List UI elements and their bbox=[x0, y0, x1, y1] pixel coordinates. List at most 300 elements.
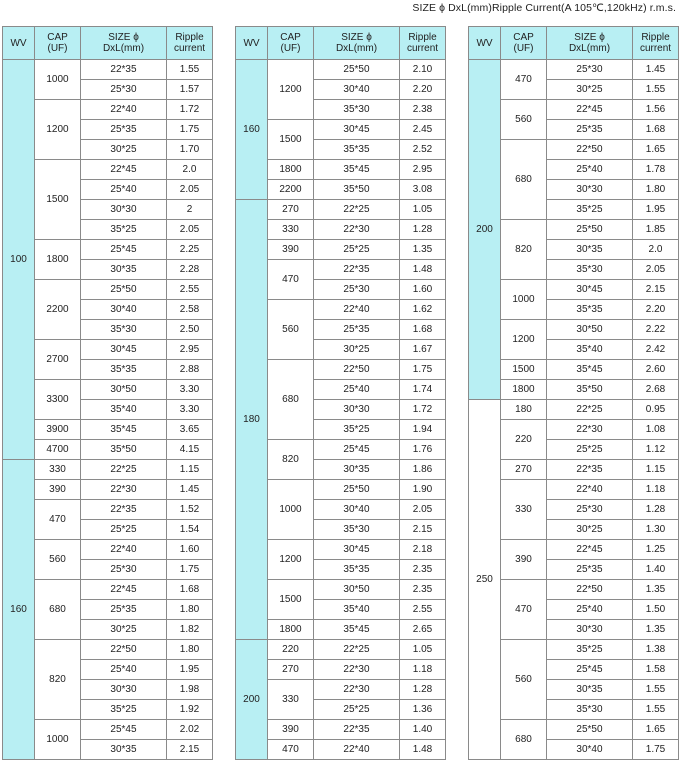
size-cell: 35*40 bbox=[547, 340, 633, 360]
size-cell: 35*30 bbox=[314, 520, 400, 540]
ripple-cell: 1.55 bbox=[633, 80, 679, 100]
size-cell: 22*30 bbox=[314, 220, 400, 240]
spec-table-1 bbox=[2, 26, 213, 760]
ripple-cell: 1.25 bbox=[633, 540, 679, 560]
size-cell: 25*25 bbox=[314, 240, 400, 260]
cap-cell: 1500 bbox=[35, 160, 81, 240]
cap-cell: 1000 bbox=[35, 60, 81, 100]
ripple-cell: 1.55 bbox=[633, 680, 679, 700]
size-cell: 25*45 bbox=[81, 240, 167, 260]
ripple-cell: 2.15 bbox=[633, 280, 679, 300]
size-cell: 25*25 bbox=[547, 440, 633, 460]
ripple-cell: 1.92 bbox=[167, 700, 213, 720]
ripple-cell: 1.05 bbox=[400, 640, 446, 660]
table-row bbox=[236, 660, 446, 680]
size-cell: 35*25 bbox=[547, 200, 633, 220]
size-cell: 35*50 bbox=[81, 440, 167, 460]
size-cell: 35*30 bbox=[81, 320, 167, 340]
table-row bbox=[236, 580, 446, 600]
cap-cell: 4700 bbox=[35, 440, 81, 460]
table-row bbox=[236, 180, 446, 200]
cap-cell: 270 bbox=[268, 200, 314, 220]
cap-cell: 1500 bbox=[268, 120, 314, 160]
table-row bbox=[469, 480, 679, 500]
ripple-cell: 2.42 bbox=[633, 340, 679, 360]
cap-cell: 1800 bbox=[501, 380, 547, 400]
table-row bbox=[469, 60, 679, 80]
header-row bbox=[3, 27, 213, 60]
ripple-cell: 1.80 bbox=[633, 180, 679, 200]
cap-cell: 390 bbox=[35, 480, 81, 500]
cap-cell: 820 bbox=[501, 220, 547, 280]
cap-cell: 1200 bbox=[35, 100, 81, 160]
size-cell: 25*45 bbox=[547, 660, 633, 680]
wv-header: WV bbox=[3, 27, 35, 60]
cap-cell: 330 bbox=[501, 480, 547, 540]
table-row bbox=[469, 100, 679, 120]
ripple-cell: 1.72 bbox=[167, 100, 213, 120]
size-cell: 30*35 bbox=[547, 680, 633, 700]
size-cell: 30*45 bbox=[547, 280, 633, 300]
ripple-cell: 2.05 bbox=[633, 260, 679, 280]
size-cell: 30*50 bbox=[547, 320, 633, 340]
ripple-header: Ripple current bbox=[633, 27, 679, 60]
size-cell: 30*25 bbox=[547, 80, 633, 100]
size-cell: 35*35 bbox=[547, 300, 633, 320]
ripple-cell: 1.55 bbox=[633, 700, 679, 720]
size-cell: 25*40 bbox=[81, 660, 167, 680]
table-row bbox=[236, 240, 446, 260]
size-cell: 25*40 bbox=[314, 380, 400, 400]
ripple-cell: 1.60 bbox=[400, 280, 446, 300]
cap-cell: 2200 bbox=[35, 280, 81, 340]
ripple-cell: 2.95 bbox=[400, 160, 446, 180]
cap-cell: 220 bbox=[268, 640, 314, 660]
ripple-cell: 2.35 bbox=[400, 580, 446, 600]
size-cell: 35*25 bbox=[547, 640, 633, 660]
cap-cell: 220 bbox=[501, 420, 547, 460]
ripple-cell: 1.28 bbox=[400, 680, 446, 700]
size-cell: 30*25 bbox=[81, 140, 167, 160]
cap-cell: 1000 bbox=[268, 480, 314, 540]
ripple-cell: 2.52 bbox=[400, 140, 446, 160]
size-cell: 22*50 bbox=[314, 360, 400, 380]
size-cell: 22*30 bbox=[314, 680, 400, 700]
cap-cell: 2700 bbox=[35, 340, 81, 380]
table-row bbox=[236, 120, 446, 140]
table-row bbox=[469, 720, 679, 740]
table-row bbox=[236, 160, 446, 180]
ripple-cell: 1.75 bbox=[633, 740, 679, 760]
ripple-cell: 1.95 bbox=[633, 200, 679, 220]
cap-header: CAP (UF) bbox=[35, 27, 81, 60]
ripple-cell: 3.65 bbox=[167, 420, 213, 440]
size-cell: 30*45 bbox=[81, 340, 167, 360]
size-cell: 25*50 bbox=[314, 480, 400, 500]
ripple-cell: 1.95 bbox=[167, 660, 213, 680]
size-cell: 30*50 bbox=[81, 380, 167, 400]
cap-cell: 560 bbox=[501, 100, 547, 140]
ripple-cell: 2.65 bbox=[400, 620, 446, 640]
wv-cell: 180 bbox=[236, 200, 268, 640]
table-row bbox=[469, 220, 679, 240]
size-cell: 30*25 bbox=[314, 340, 400, 360]
wv-cell: 200 bbox=[236, 640, 268, 760]
ripple-cell: 1.15 bbox=[633, 460, 679, 480]
ripple-cell: 2.45 bbox=[400, 120, 446, 140]
ripple-cell: 3.30 bbox=[167, 400, 213, 420]
ripple-cell: 1.74 bbox=[400, 380, 446, 400]
ripple-cell: 1.94 bbox=[400, 420, 446, 440]
ripple-cell: 1.28 bbox=[633, 500, 679, 520]
ripple-cell: 1.45 bbox=[633, 60, 679, 80]
size-cell: 30*45 bbox=[314, 540, 400, 560]
ripple-cell: 2.15 bbox=[400, 520, 446, 540]
ripple-cell: 1.65 bbox=[633, 140, 679, 160]
ripple-cell: 2.95 bbox=[167, 340, 213, 360]
size-cell: 35*35 bbox=[81, 360, 167, 380]
table-row bbox=[236, 540, 446, 560]
ripple-cell: 1.75 bbox=[167, 560, 213, 580]
ripple-cell: 1.75 bbox=[400, 360, 446, 380]
size-cell: 25*35 bbox=[314, 320, 400, 340]
size-cell: 30*40 bbox=[314, 80, 400, 100]
cap-cell: 560 bbox=[35, 540, 81, 580]
table-row bbox=[236, 720, 446, 740]
size-header: SIZE ϕ DxL(mm) bbox=[547, 27, 633, 60]
ripple-cell: 2.22 bbox=[633, 320, 679, 340]
table-row bbox=[236, 360, 446, 380]
size-cell: 30*40 bbox=[81, 300, 167, 320]
size-cell: 22*45 bbox=[81, 160, 167, 180]
size-cell: 35*40 bbox=[314, 600, 400, 620]
ripple-cell: 1.35 bbox=[633, 580, 679, 600]
ripple-cell: 1.98 bbox=[167, 680, 213, 700]
ripple-cell: 1.40 bbox=[400, 720, 446, 740]
size-cell: 30*40 bbox=[547, 740, 633, 760]
size-cell: 25*35 bbox=[547, 120, 633, 140]
size-cell: 30*35 bbox=[547, 240, 633, 260]
size-cell: 22*50 bbox=[547, 580, 633, 600]
ripple-cell: 1.55 bbox=[167, 60, 213, 80]
size-cell: 25*25 bbox=[81, 520, 167, 540]
table-row bbox=[236, 620, 446, 640]
cap-cell: 1200 bbox=[268, 60, 314, 120]
table-row bbox=[469, 140, 679, 160]
size-cell: 25*45 bbox=[314, 440, 400, 460]
ripple-cell: 1.52 bbox=[167, 500, 213, 520]
size-cell: 30*30 bbox=[547, 620, 633, 640]
table-row bbox=[3, 280, 213, 300]
ripple-header: Ripple current bbox=[400, 27, 446, 60]
cap-cell: 470 bbox=[501, 580, 547, 640]
size-cell: 35*25 bbox=[81, 700, 167, 720]
size-cell: 35*35 bbox=[314, 560, 400, 580]
table-row bbox=[469, 380, 679, 400]
size-cell: 25*30 bbox=[81, 80, 167, 100]
table-row bbox=[469, 420, 679, 440]
cap-cell: 390 bbox=[501, 540, 547, 580]
ripple-cell: 1.48 bbox=[400, 740, 446, 760]
size-cell: 22*25 bbox=[547, 400, 633, 420]
ripple-cell: 1.30 bbox=[633, 520, 679, 540]
ripple-cell: 2.15 bbox=[167, 740, 213, 760]
size-cell: 25*50 bbox=[547, 220, 633, 240]
table-row bbox=[236, 480, 446, 500]
size-cell: 22*50 bbox=[81, 640, 167, 660]
ripple-cell: 1.85 bbox=[633, 220, 679, 240]
size-cell: 25*40 bbox=[81, 180, 167, 200]
size-cell: 22*30 bbox=[547, 420, 633, 440]
ripple-cell: 1.70 bbox=[167, 140, 213, 160]
size-cell: 35*50 bbox=[547, 380, 633, 400]
table-row bbox=[3, 720, 213, 740]
table-row bbox=[3, 240, 213, 260]
wv-cell: 160 bbox=[236, 60, 268, 200]
cap-cell: 680 bbox=[268, 360, 314, 440]
cap-cell: 2200 bbox=[268, 180, 314, 200]
cap-cell: 330 bbox=[35, 460, 81, 480]
wv-cell: 100 bbox=[3, 60, 35, 460]
ripple-cell: 1.90 bbox=[400, 480, 446, 500]
cap-cell: 330 bbox=[268, 220, 314, 240]
size-cell: 25*30 bbox=[547, 500, 633, 520]
ripple-cell: 1.65 bbox=[633, 720, 679, 740]
size-cell: 30*50 bbox=[314, 580, 400, 600]
size-cell: 25*35 bbox=[81, 120, 167, 140]
table-row bbox=[3, 380, 213, 400]
ripple-cell: 1.50 bbox=[633, 600, 679, 620]
cap-cell: 1500 bbox=[501, 360, 547, 380]
ripple-cell: 2.55 bbox=[400, 600, 446, 620]
size-cell: 25*30 bbox=[547, 60, 633, 80]
spec-table-2 bbox=[235, 26, 446, 760]
ripple-cell: 2.50 bbox=[167, 320, 213, 340]
size-cell: 22*35 bbox=[314, 720, 400, 740]
cap-cell: 390 bbox=[268, 720, 314, 740]
cap-cell: 1500 bbox=[268, 580, 314, 620]
size-cell: 30*35 bbox=[81, 740, 167, 760]
size-cell: 30*25 bbox=[81, 620, 167, 640]
size-cell: 25*25 bbox=[314, 700, 400, 720]
size-cell: 35*25 bbox=[81, 220, 167, 240]
ripple-cell: 2.28 bbox=[167, 260, 213, 280]
size-header: SIZE ϕ DxL(mm) bbox=[81, 27, 167, 60]
ripple-cell: 1.86 bbox=[400, 460, 446, 480]
size-cell: 35*30 bbox=[314, 100, 400, 120]
cap-cell: 3900 bbox=[35, 420, 81, 440]
size-cell: 35*40 bbox=[81, 400, 167, 420]
size-cell: 22*35 bbox=[81, 500, 167, 520]
cap-cell: 390 bbox=[268, 240, 314, 260]
wv-cell: 200 bbox=[469, 60, 501, 400]
ripple-cell: 1.35 bbox=[633, 620, 679, 640]
table-row bbox=[236, 260, 446, 280]
table-row bbox=[236, 300, 446, 320]
size-cell: 25*40 bbox=[547, 600, 633, 620]
ripple-cell: 1.80 bbox=[167, 640, 213, 660]
table-row bbox=[236, 200, 446, 220]
size-cell: 22*25 bbox=[314, 640, 400, 660]
ripple-cell: 1.78 bbox=[633, 160, 679, 180]
ripple-cell: 1.80 bbox=[167, 600, 213, 620]
size-cell: 30*30 bbox=[81, 680, 167, 700]
ripple-cell: 2.0 bbox=[167, 160, 213, 180]
ripple-cell: 2.18 bbox=[400, 540, 446, 560]
wv-cell: 160 bbox=[3, 460, 35, 760]
table-caption: SIZE ϕ DxL(mm)Ripple Current(A 105℃,120kHz) r.m.s. bbox=[412, 2, 676, 14]
ripple-cell: 1.36 bbox=[400, 700, 446, 720]
ripple-cell: 1.38 bbox=[633, 640, 679, 660]
ripple-cell: 1.67 bbox=[400, 340, 446, 360]
cap-cell: 1800 bbox=[268, 160, 314, 180]
size-cell: 25*50 bbox=[314, 60, 400, 80]
cap-cell: 560 bbox=[268, 300, 314, 360]
ripple-cell: 2.88 bbox=[167, 360, 213, 380]
ripple-cell: 2.35 bbox=[400, 560, 446, 580]
ripple-cell: 4.15 bbox=[167, 440, 213, 460]
spec-table-3 bbox=[468, 26, 679, 760]
ripple-cell: 2.20 bbox=[633, 300, 679, 320]
size-cell: 35*25 bbox=[314, 420, 400, 440]
cap-header: CAP (UF) bbox=[268, 27, 314, 60]
cap-cell: 680 bbox=[35, 580, 81, 640]
size-cell: 25*35 bbox=[81, 600, 167, 620]
ripple-header: Ripple current bbox=[167, 27, 213, 60]
size-cell: 35*45 bbox=[547, 360, 633, 380]
size-cell: 22*45 bbox=[547, 540, 633, 560]
table-row bbox=[469, 320, 679, 340]
ripple-cell: 1.45 bbox=[167, 480, 213, 500]
ripple-cell: 1.12 bbox=[633, 440, 679, 460]
ripple-cell: 2.68 bbox=[633, 380, 679, 400]
ripple-cell: 2.38 bbox=[400, 100, 446, 120]
size-cell: 25*30 bbox=[81, 560, 167, 580]
table-row bbox=[236, 680, 446, 700]
table-row bbox=[236, 220, 446, 240]
size-cell: 35*30 bbox=[547, 700, 633, 720]
ripple-cell: 2.05 bbox=[167, 220, 213, 240]
ripple-cell: 2.58 bbox=[167, 300, 213, 320]
table-row bbox=[3, 460, 213, 480]
ripple-cell: 1.75 bbox=[167, 120, 213, 140]
cap-header: CAP (UF) bbox=[501, 27, 547, 60]
ripple-cell: 1.18 bbox=[633, 480, 679, 500]
ripple-cell: 1.35 bbox=[400, 240, 446, 260]
table-row bbox=[236, 640, 446, 660]
table-row bbox=[3, 440, 213, 460]
cap-cell: 680 bbox=[501, 720, 547, 760]
cap-cell: 820 bbox=[35, 640, 81, 720]
ripple-cell: 1.15 bbox=[167, 460, 213, 480]
table-row bbox=[469, 280, 679, 300]
table-row bbox=[469, 360, 679, 380]
cap-cell: 330 bbox=[268, 680, 314, 720]
table-row bbox=[469, 460, 679, 480]
ripple-cell: 1.08 bbox=[633, 420, 679, 440]
size-cell: 22*25 bbox=[81, 460, 167, 480]
size-cell: 22*35 bbox=[314, 260, 400, 280]
wv-header: WV bbox=[469, 27, 501, 60]
cap-cell: 1000 bbox=[501, 280, 547, 320]
ripple-cell: 1.68 bbox=[633, 120, 679, 140]
size-cell: 30*45 bbox=[314, 120, 400, 140]
size-cell: 25*35 bbox=[547, 560, 633, 580]
ripple-cell: 3.30 bbox=[167, 380, 213, 400]
cap-cell: 470 bbox=[268, 260, 314, 300]
size-cell: 35*35 bbox=[314, 140, 400, 160]
table-row bbox=[469, 580, 679, 600]
ripple-cell: 2 bbox=[167, 200, 213, 220]
table-row bbox=[3, 420, 213, 440]
cap-cell: 1800 bbox=[268, 620, 314, 640]
ripple-cell: 1.82 bbox=[167, 620, 213, 640]
size-cell: 22*30 bbox=[314, 660, 400, 680]
cap-cell: 1200 bbox=[268, 540, 314, 580]
ripple-cell: 1.57 bbox=[167, 80, 213, 100]
size-cell: 30*25 bbox=[547, 520, 633, 540]
table-row bbox=[469, 640, 679, 660]
table-row bbox=[3, 540, 213, 560]
ripple-cell: 2.25 bbox=[167, 240, 213, 260]
size-cell: 22*45 bbox=[81, 580, 167, 600]
cap-cell: 270 bbox=[268, 660, 314, 680]
table-row bbox=[3, 160, 213, 180]
ripple-cell: 1.54 bbox=[167, 520, 213, 540]
table-row bbox=[3, 500, 213, 520]
ripple-cell: 1.40 bbox=[633, 560, 679, 580]
size-cell: 30*30 bbox=[81, 200, 167, 220]
ripple-cell: 2.05 bbox=[400, 500, 446, 520]
ripple-cell: 1.72 bbox=[400, 400, 446, 420]
table-row bbox=[469, 540, 679, 560]
ripple-cell: 2.0 bbox=[633, 240, 679, 260]
table-row bbox=[3, 60, 213, 80]
ripple-cell: 0.95 bbox=[633, 400, 679, 420]
ripple-cell: 2.10 bbox=[400, 60, 446, 80]
cap-cell: 560 bbox=[501, 640, 547, 720]
size-cell: 22*40 bbox=[314, 740, 400, 760]
ripple-cell: 1.62 bbox=[400, 300, 446, 320]
size-cell: 22*40 bbox=[547, 480, 633, 500]
ripple-cell: 2.02 bbox=[167, 720, 213, 740]
size-cell: 25*50 bbox=[81, 280, 167, 300]
size-cell: 22*35 bbox=[547, 460, 633, 480]
cap-cell: 470 bbox=[501, 60, 547, 100]
ripple-cell: 2.05 bbox=[167, 180, 213, 200]
cap-cell: 470 bbox=[35, 500, 81, 540]
size-cell: 35*50 bbox=[314, 180, 400, 200]
size-cell: 30*35 bbox=[81, 260, 167, 280]
ripple-cell: 1.48 bbox=[400, 260, 446, 280]
table-row bbox=[236, 440, 446, 460]
wv-cell: 250 bbox=[469, 400, 501, 760]
header-row bbox=[236, 27, 446, 60]
size-cell: 35*30 bbox=[547, 260, 633, 280]
table-row bbox=[3, 640, 213, 660]
size-cell: 25*45 bbox=[81, 720, 167, 740]
ripple-cell: 1.76 bbox=[400, 440, 446, 460]
size-cell: 22*30 bbox=[81, 480, 167, 500]
cap-cell: 180 bbox=[501, 400, 547, 420]
cap-cell: 680 bbox=[501, 140, 547, 220]
table-row bbox=[3, 480, 213, 500]
size-cell: 22*40 bbox=[81, 100, 167, 120]
ripple-cell: 1.05 bbox=[400, 200, 446, 220]
size-cell: 22*50 bbox=[547, 140, 633, 160]
cap-cell: 820 bbox=[268, 440, 314, 480]
size-cell: 22*40 bbox=[81, 540, 167, 560]
